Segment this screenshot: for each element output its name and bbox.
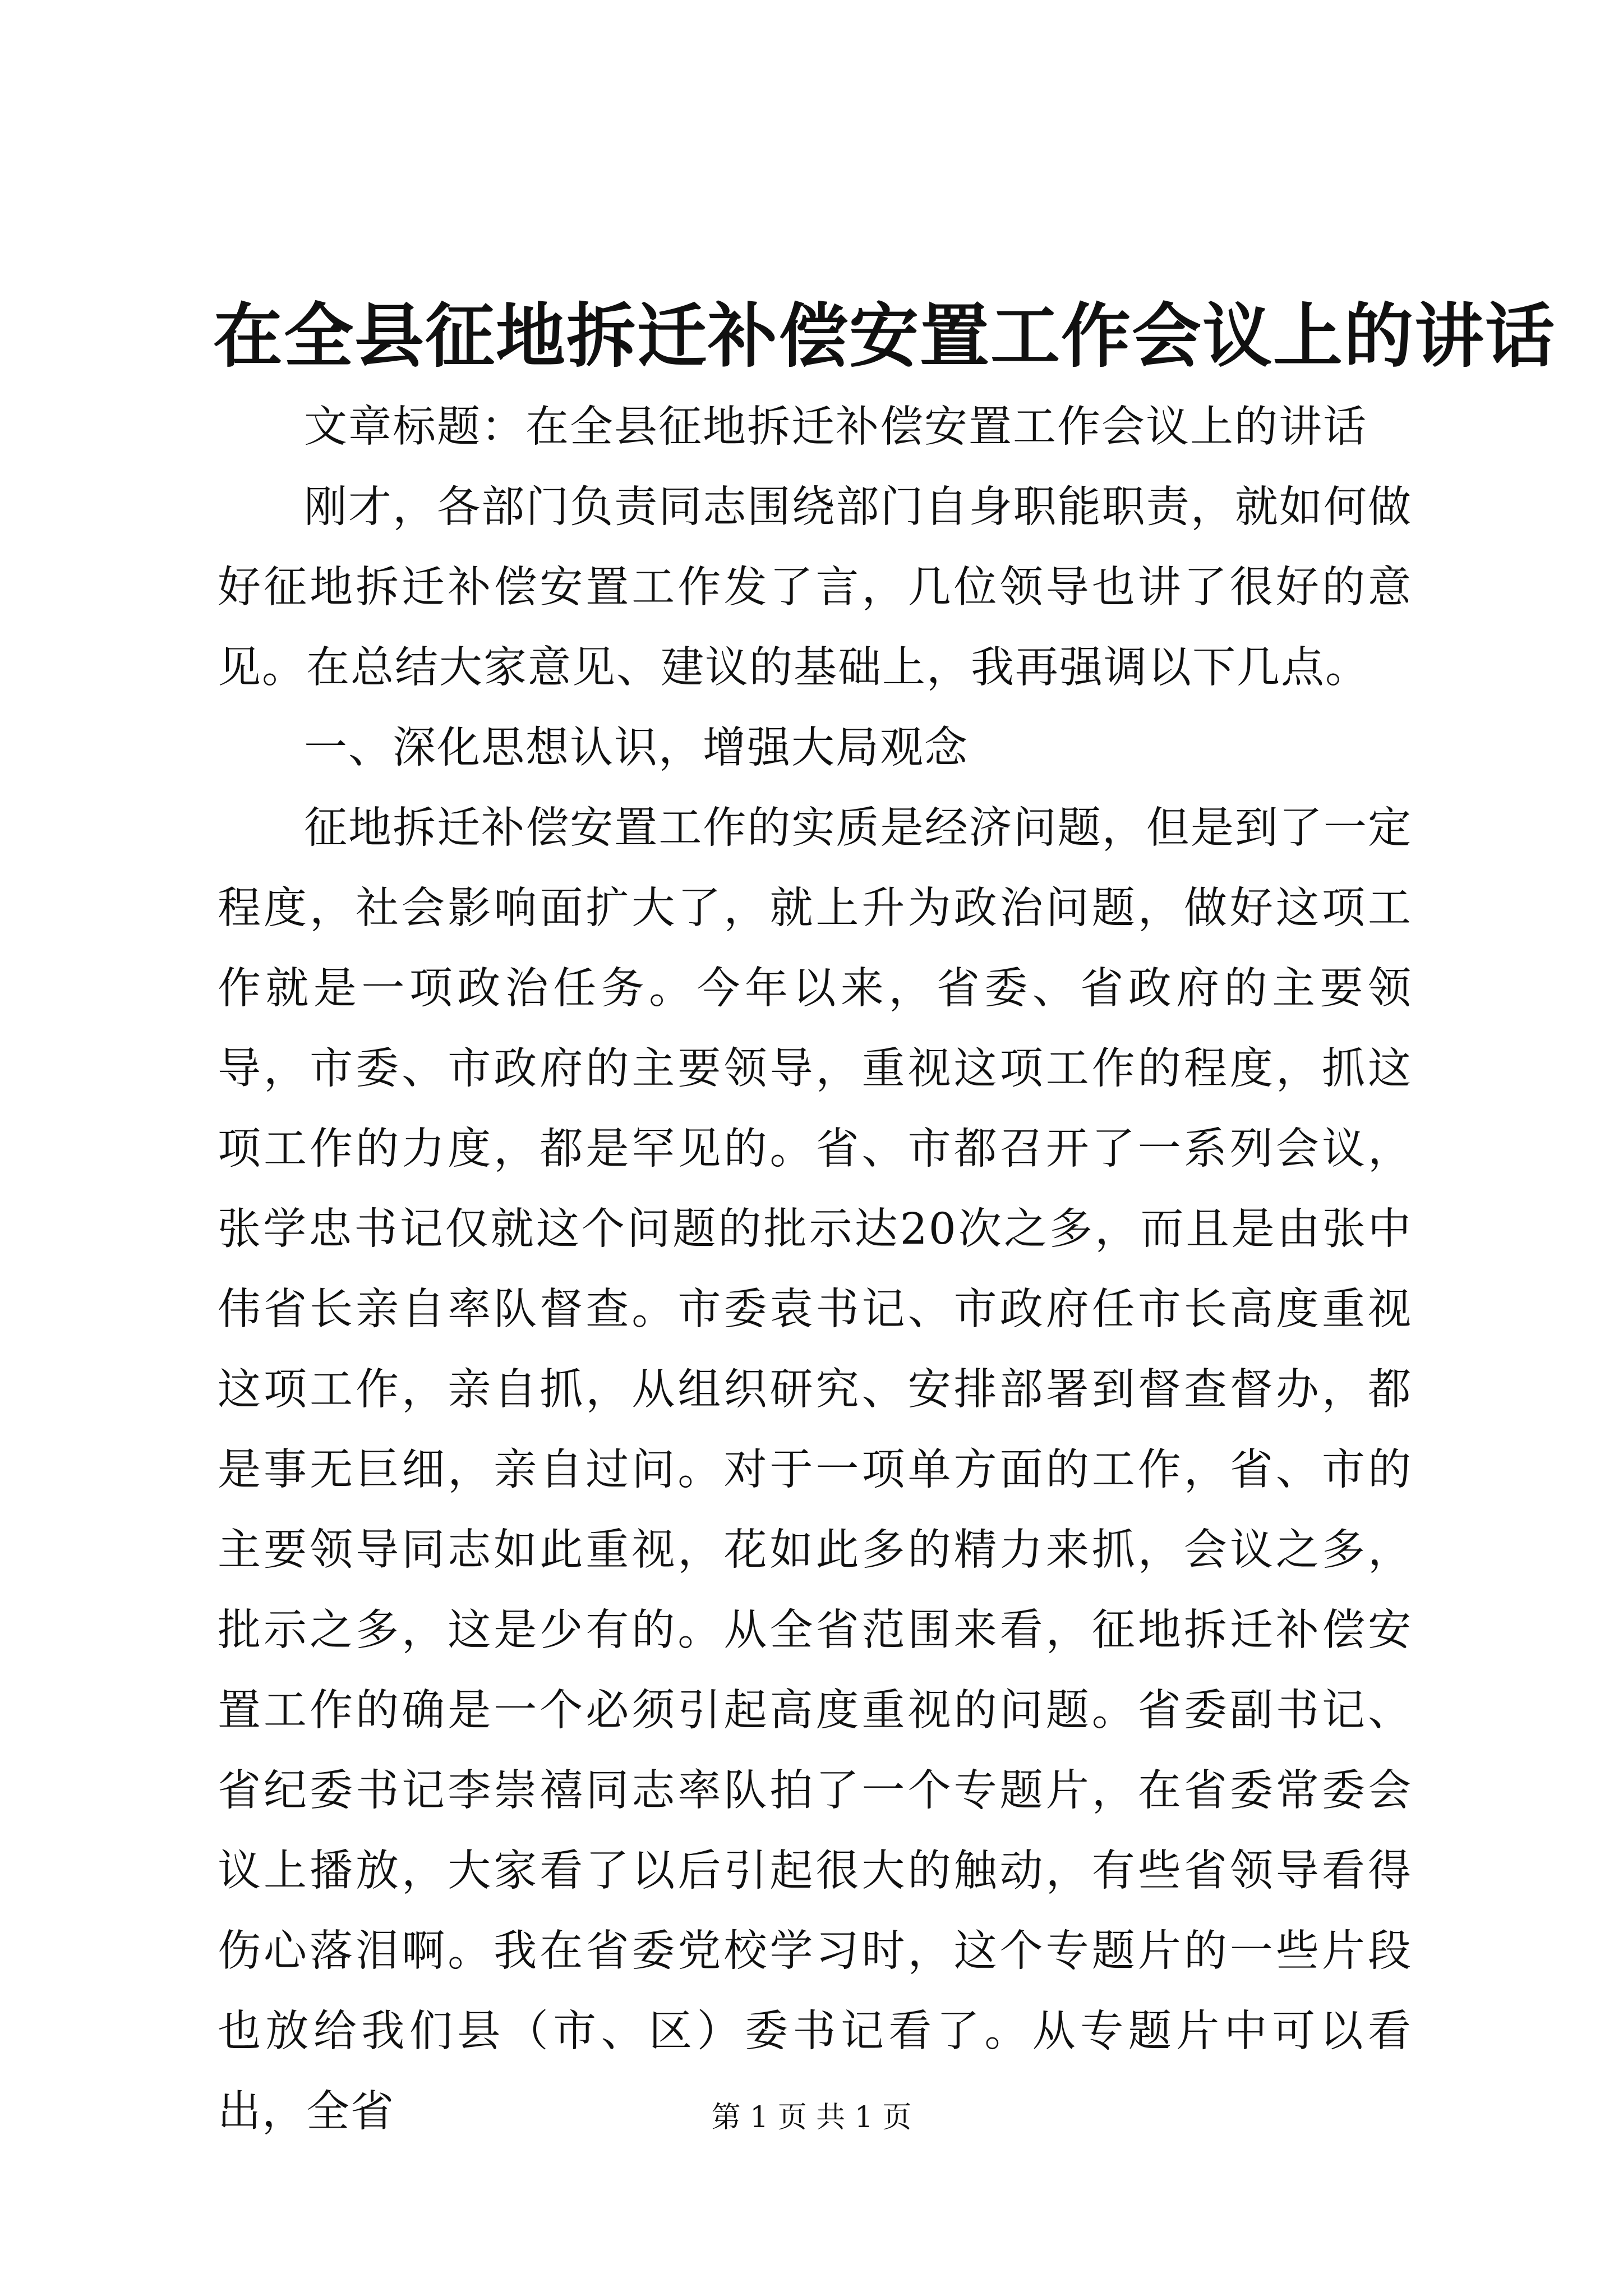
document-body: [218, 387, 1412, 2152]
section-heading: 一、深化思想认识，增强大局观念: [304, 723, 969, 773]
paragraph-body: 征地拆迁补偿安置工作的实质是经济问题，但是到了一定程度，社会影响面扩大了，就上升为政治问题，做好这项工作就是一项政治任务。今年以来，省委、省政府的主要领导，市委、市政府的主要领导，重视这项工作的程度，抓这项工作的力度，都是罕见的。省、市都召开了一系列会议，张学忠书记仅就这个问题的批示达20次之多，而且是由张中伟省长亲自率队督查。市委袁书记、市政府任市长高度重视这项工作，亲自抓，从组织研究、安排部署到督查督办，都是事无巨细，亲自过问。对于一项单方面的工作，省、市的主要领导同志如此重视，花如此多的精力来抓，会议之多，批示之多，这是少有的。从全省范围来看，征地拆迁补偿安置工作的确是一个必须引起高度重视的问题。省委副书记、省纪委书记李崇禧同志率队拍了一个专题片，在省委常委会议上播放，大家看了以后引起很大的触动，有些省领导看得伤心落泪啊。我在省委党校学习时，这个专题片的一些片段也放给我们县（市、区）委书记看了。从专题片中可以看出，全省: [218, 803, 1412, 2137]
article-title-line: 文章标题：在全县征地拆迁补偿安置工作会议上的讲话: [304, 402, 1367, 452]
paragraph-intro: 刚才，各部门负责同志围绕部门自身职能职责，就如何做好征地拆迁补偿安置工作发了言，几位领导也讲了很好的意见。在总结大家意见、建议的基础上，我再强调以下几点。: [218, 482, 1412, 693]
page-footer: 第 1 页 共 1 页: [711, 2101, 912, 2134]
document-title: 在全县征地拆迁补偿安置工作会议上的讲话: [213, 296, 1556, 377]
